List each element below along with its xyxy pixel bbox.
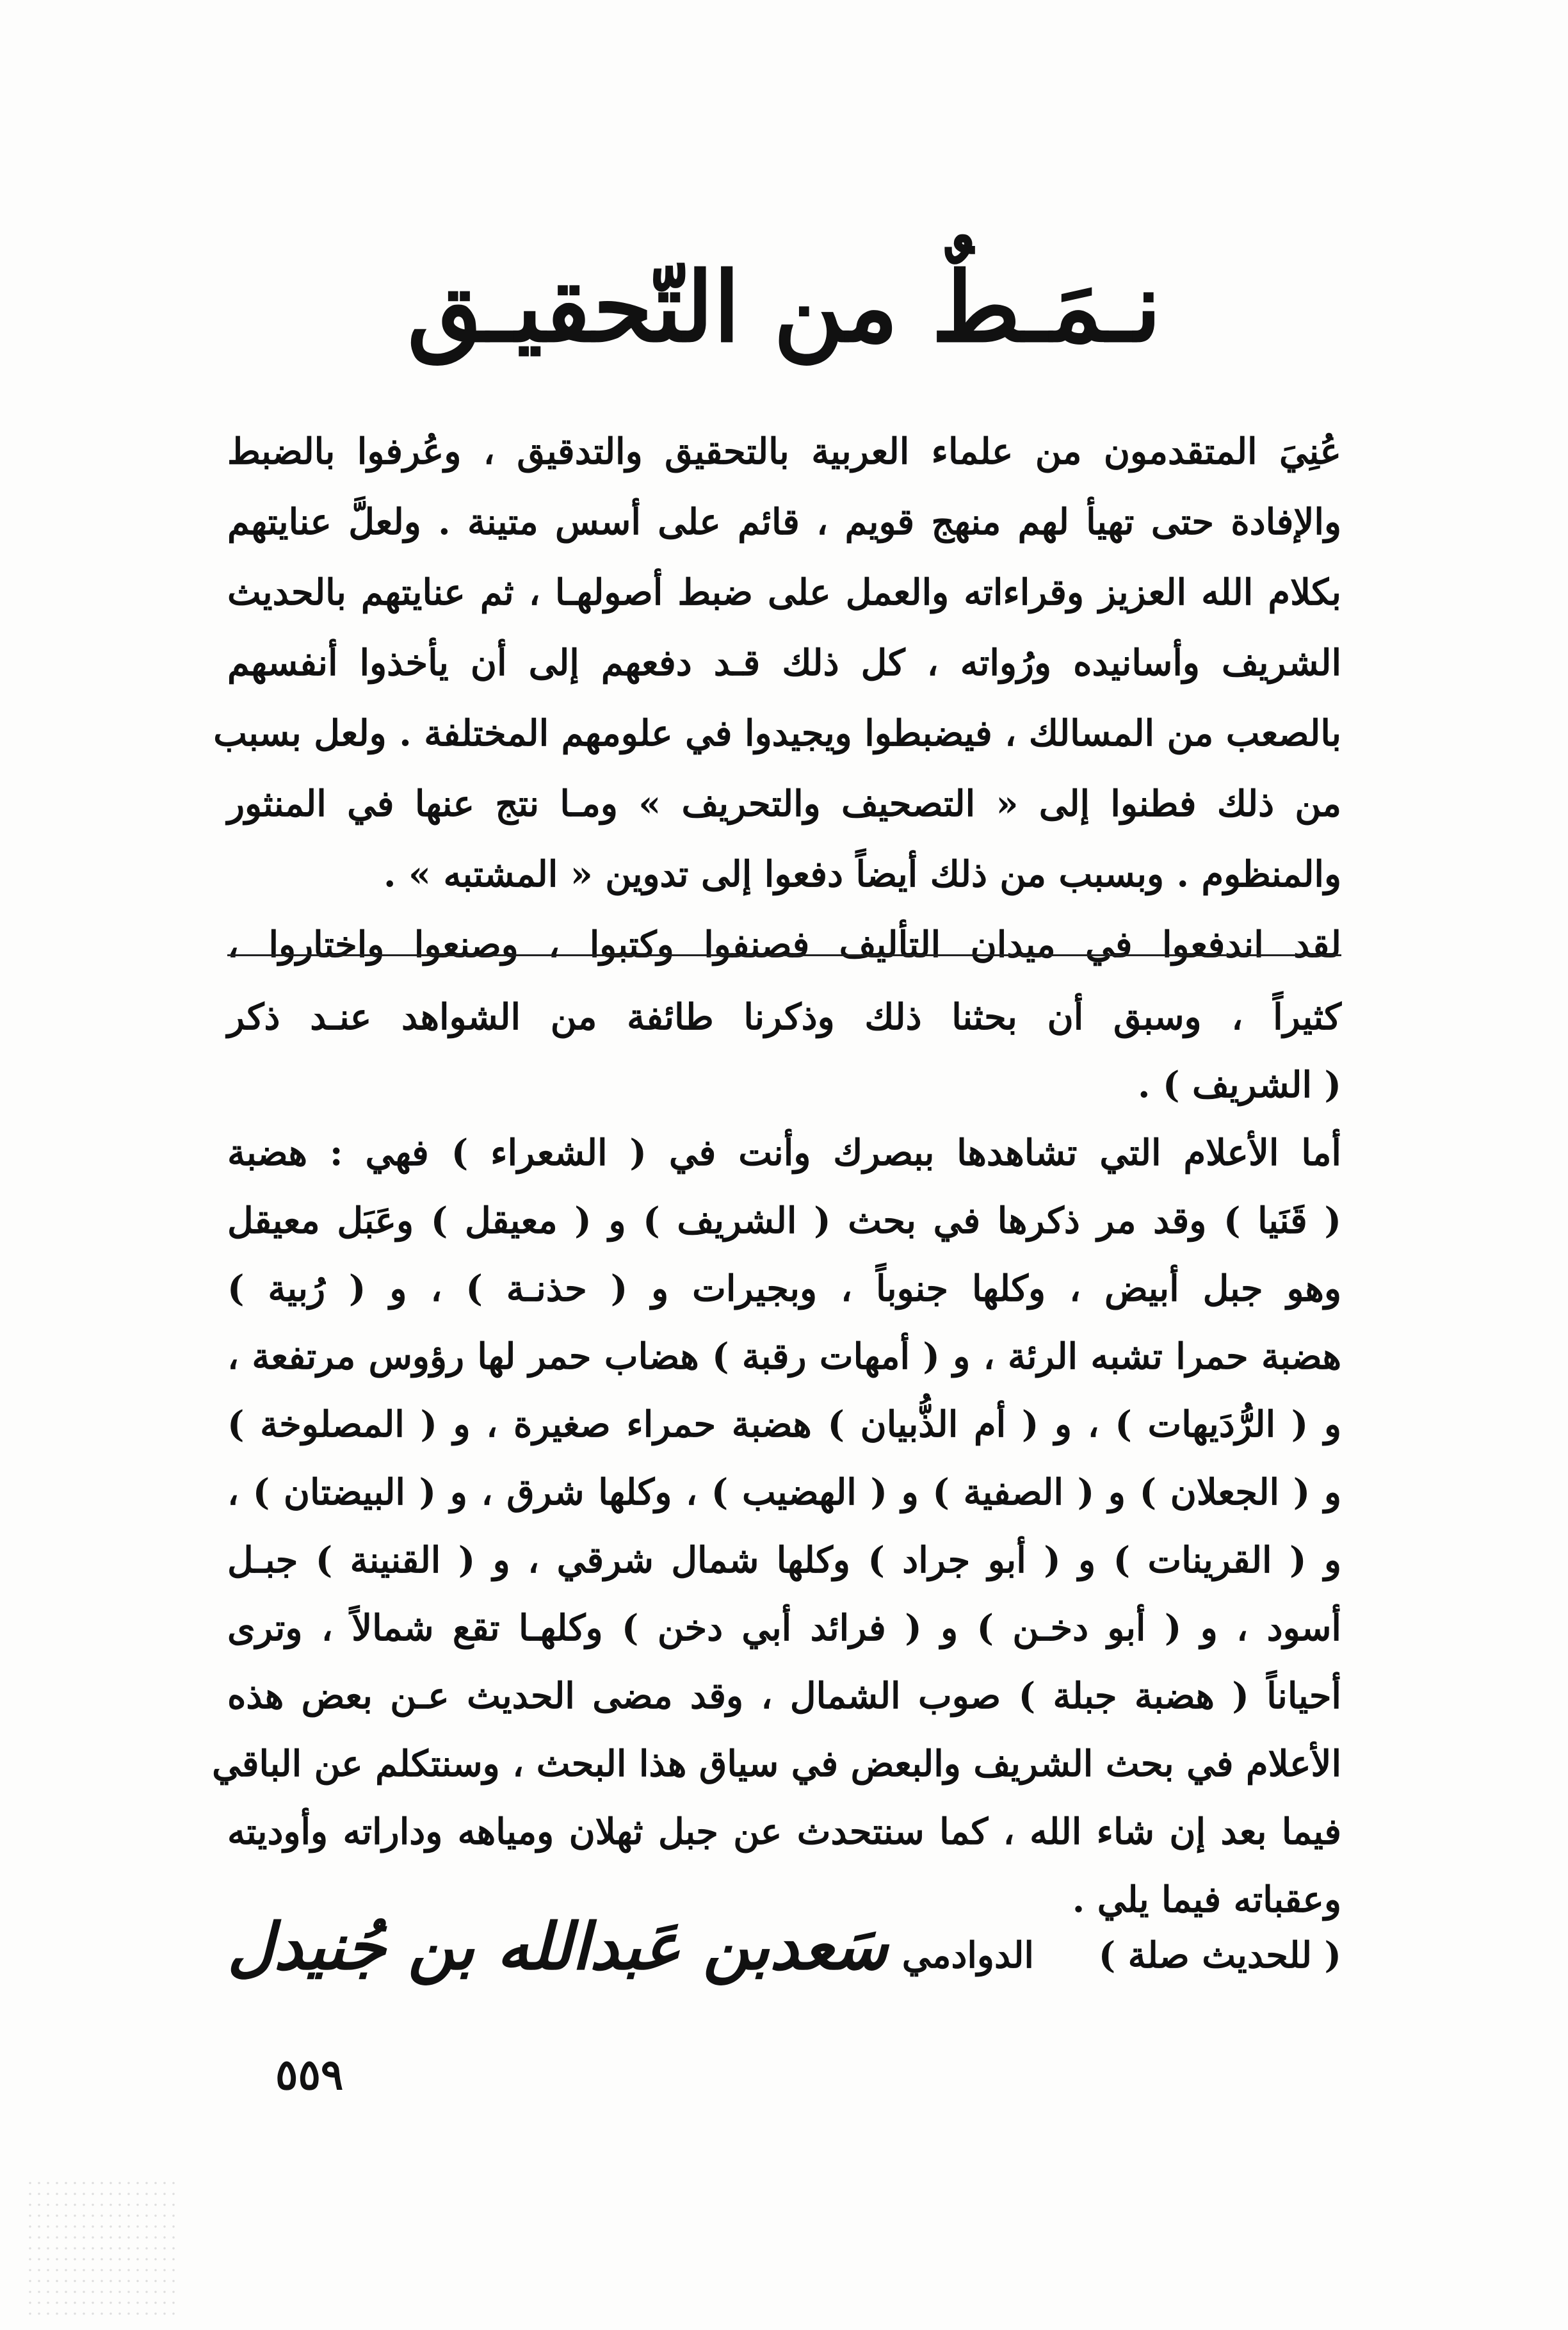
text-line: الأعلام في بحث الشريف والبعض في سياق هذا البحث ، وسنتكلم عن الباقي <box>212 1743 1341 1785</box>
text-line: فيما بعد إن شاء الله ، كما سنتحدث عن جبل ثهلان ومياهه وداراته وأوديته <box>227 1811 1342 1853</box>
text-line: و ( القرينات ) و ( أبو جراد ) وكلها شمال شرقي ، و ( القنينة ) جبـل <box>227 1539 1341 1581</box>
page-number: ٥٥٩ <box>275 2049 344 2099</box>
text-line: ( قَنَيا ) وقد مر ذكرها في بحث ( الشريف ) و ( معيقل ) وعَبَل معيقل <box>227 1200 1341 1242</box>
text-line: لقد اندفعوا في ميدان التأليف فصنفوا وكتبوا ، وصنعوا واختاروا ، <box>227 924 1341 966</box>
text-line: بكلام الله العزيز وقراءاته والعمل على ضبط أصولهـا ، ثم عنايتهم بالحديث <box>227 571 1341 614</box>
text-line: عُنِيَ المتقدمون من علماء العربية بالتحقيق والتدقيق ، وعُرفوا بالضبط <box>227 430 1341 473</box>
text-line: كثيراً ، وسبق أن بحثنا ذلك وذكرنا طائفة من الشواهد عنـد ذكر <box>227 996 1341 1038</box>
text-line: هضبة حمرا تشبه الرئة ، و ( أمهات رقبة ) هضاب حمر لها رؤوس مرتفعة ، <box>227 1335 1341 1378</box>
text-line: والإفادة حتى تهيأ لهم منهج قويم ، قائم على أسس متينة . ولعلَّ عنايتهم <box>227 501 1341 543</box>
text-line: وهو جبل أبيض ، وكلها جنوباً ، وبجيرات و ( حذنـة ) ، و ( رُبية ) <box>227 1267 1341 1310</box>
text-line: ( الشريف ) . <box>1137 1064 1341 1106</box>
text-line: و ( الرُّدَيهات ) ، و ( أم الذُّبيان ) هضبة حمراء صغيرة ، و ( المصلوخة ) <box>227 1403 1341 1446</box>
author-signature: سَعدبن عَبدالله بن جُنيدل <box>227 1909 888 1984</box>
text-line: الشريف وأسانيده ورُواته ، كل ذلك قـد دفعهم إلى أن يأخذوا أنفسهم <box>227 642 1341 684</box>
text-line: و ( الجعلان ) و ( الصفية ) و ( الهضيب ) ، وكلها شرق ، و ( البيضتان ) ، <box>227 1471 1341 1513</box>
text-line: بالصعب من المسالك ، فيضبطوا ويجيدوا في علومهم المختلفة . ولعل بسبب <box>213 712 1341 754</box>
text-line: وعقباته فيما يلي . <box>1072 1878 1341 1921</box>
intro-paragraph <box>213 416 1341 980</box>
article-title: نـمَـطٌ من التّحقيـق <box>407 251 1161 364</box>
text-line: من ذلك فطنوا إلى « التصحيف والتحريف » ومـا نتج عنها في المنثور <box>227 783 1341 825</box>
body-paragraph <box>212 983 1342 1934</box>
continuation-note: ( للحديث صلة ) <box>1098 1934 1341 1976</box>
place-name: الدوادمي <box>901 1934 1034 1976</box>
text-line: والمنظوم . وبسبب من ذلك أيضاً دفعوا إلى تدوين « المشتبه » . <box>383 853 1341 895</box>
text-line: أما الأعلام التي تشاهدها ببصرك وأنت في ( الشعراء ) فهي : هضبة <box>227 1132 1341 1174</box>
text-line: أحياناً ( هضبة جبلة ) صوب الشمال ، وقد مضى الحديث عـن بعض هذه <box>227 1675 1341 1717</box>
signature-row <box>227 1909 1341 2005</box>
section-divider <box>227 954 1341 956</box>
scan-noise <box>26 2178 179 2318</box>
text-line: أسود ، و ( أبو دخـن ) و ( فرائد أبي دخن ) وكلهـا تقع شمالاً ، وترى <box>227 1607 1341 1649</box>
